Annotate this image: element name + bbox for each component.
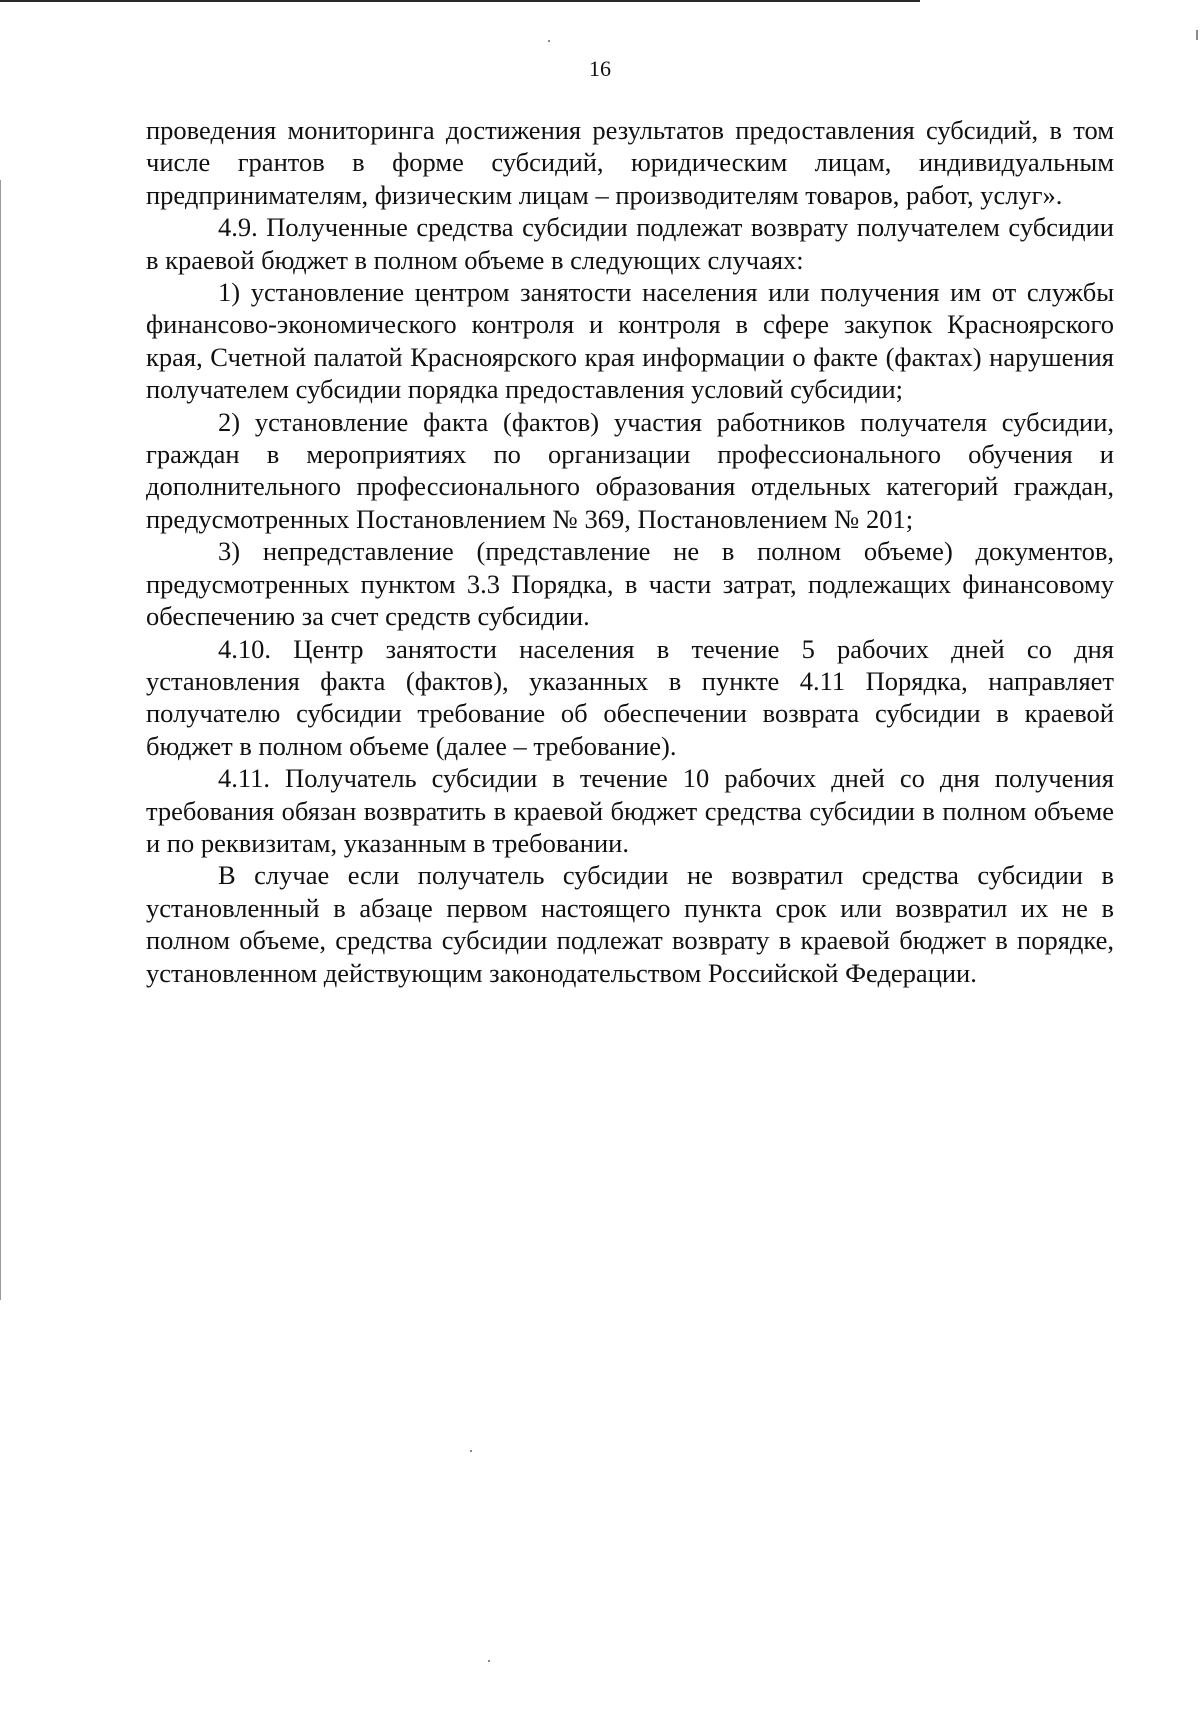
scan-speck	[1196, 30, 1198, 40]
paragraph-4-9: 4.9. Полученные средства субсидии подлежат возврату получателем субсидии в краевой бюджет в полном объеме в следующих случаях:	[146, 212, 1114, 275]
paragraph-item-2: 2) установление факта (фактов) участия работников получателя субсидии, граждан в мероприятиях по организации профессионального обучения и дополнительного профессионального образования отдельных категорий граждан, предусмотренных Постановлением № 369, Постановлением № 201;	[146, 406, 1114, 534]
scan-speck	[548, 40, 550, 42]
paragraph-4-11-second: В случае если получатель субсидии не возвратил средства субсидии в установленный в абзаце первом настоящего пункта срок или возвратил их не в полном объеме, средства субсидии подлежат возврату в краевой бюджет в порядке, установленном действующим законодательством Российской Федерации.	[146, 860, 1114, 988]
paragraph-4-11: 4.11. Получатель субсидии в течение 10 рабочих дней со дня получения требования обязан возвратить в краевой бюджет средства субсидии в полном объеме и по реквизитам, указанным в требовании.	[146, 763, 1114, 858]
paragraph-4-10: 4.10. Центр занятости населения в течение 5 рабочих дней со дня установления факта (фактов), указанных в пункте 4.11 Порядка, направляет получателю субсидии требование об обеспечении возврата субсидии в краевой бюджет в полном объеме (далее – требование).	[146, 633, 1114, 761]
document-body	[146, 114, 1114, 989]
scan-edge-top	[0, 0, 920, 2]
paragraph-item-3: 3) непредставление (представление не в полном объеме) документов, предусмотренных пунктом 3.3 Порядка, в части затрат, подлежащих финансовому обеспечению за счет средств субсидии.	[146, 536, 1114, 632]
scan-speck	[470, 1450, 472, 1452]
scan-speck	[488, 1660, 490, 1662]
paragraph-continuation: проведения мониторинга достижения результатов предоставления субсидий, в том числе грантов в форме субсидий, юридическим лицам, индивидуальным предпринимателям, физическим лицам – производителям товаров, работ, услуг».	[146, 115, 1114, 210]
scan-edge-left	[0, 180, 1, 1300]
page-number: 16	[589, 56, 611, 81]
paragraph-item-1: 1) установление центром занятости населения или получения им от службы финансово-экономического контроля и контроля в сфере закупок Красноярского края, Счетной палатой Красноярского края информации о факте (фактах) нарушения получателем субсидии порядка предоставления условий субсидии;	[146, 277, 1114, 405]
